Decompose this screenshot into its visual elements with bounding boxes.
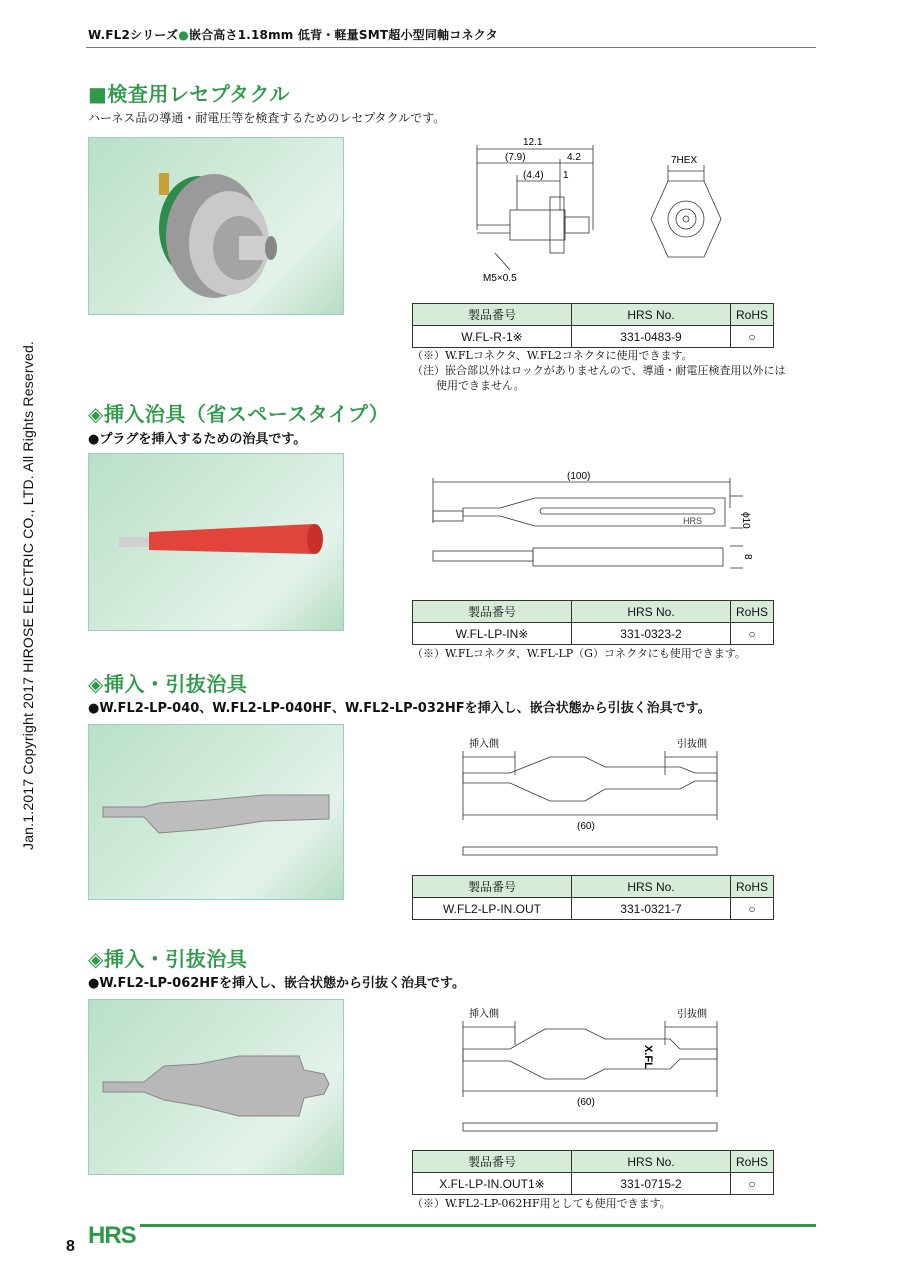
section-title-insert-extract-tool-062: ◈挿入・引抜治具 (88, 947, 248, 971)
label-extract-side: 引抜側 (677, 739, 707, 750)
spec-table-insert-extract-tool (412, 875, 774, 920)
dim-width: 8 (742, 554, 753, 560)
receptacle-photo (88, 137, 344, 315)
footer-divider (140, 1224, 816, 1227)
insert-extract-tool-drawing (455, 735, 735, 865)
insert-extract-tool-illustration (89, 725, 343, 899)
col-part: 製品番号 (413, 601, 572, 623)
notes-insert-tool (412, 646, 746, 661)
part-number: W.FL-R-1※ (413, 326, 572, 348)
note-line: 使用できません。 (436, 379, 525, 392)
part-number: W.FL-LP-IN※ (413, 623, 572, 645)
note-line: （※）W.FLコネクタ、W.FL2コネクタに使用できます。 (412, 349, 693, 362)
col-hrs: HRS No. (572, 1151, 731, 1173)
dim-thread: M5×0.5 (483, 273, 517, 284)
insert-extract-tool-062-drawing (455, 1005, 735, 1140)
col-part: 製品番号 (413, 1151, 572, 1173)
receptacle-drawing (455, 135, 800, 290)
section-desc-insert-extract-tool-062: ●W.FL2-LP-062HFを挿入し、嵌合状態から引抜く治具です。 (88, 976, 466, 991)
label-insert-side: 挿入側 (469, 1009, 499, 1020)
hrs-logo: HRS (88, 1222, 136, 1249)
col-hrs: HRS No. (572, 304, 731, 326)
rohs-mark: ○ (731, 326, 774, 348)
rohs-mark: ○ (731, 1173, 774, 1195)
header-bullet: ● (178, 28, 189, 42)
hrs-number: 331-0715-2 (572, 1173, 731, 1195)
hrs-number: 331-0323-2 (572, 623, 731, 645)
copyright-vertical: Jan.1.2017 Copyright 2017 HIROSE ELECTRIC CO., LTD. All Rights Reserved. (20, 340, 36, 850)
section-desc-insert-tool: ●プラグを挿入するための治具です。 (88, 432, 307, 447)
label-extract-side: 引抜側 (677, 1009, 707, 1020)
insert-extract-tool-photo (88, 724, 344, 900)
dim-hex: 7HEX (671, 155, 698, 166)
receptacle-illustration (89, 138, 343, 314)
dim-length: (60) (577, 1097, 595, 1108)
dim-length: (60) (577, 821, 595, 832)
rohs-mark: ○ (731, 623, 774, 645)
label-insert-side: 挿入側 (469, 739, 499, 750)
spec-table-receptacle (412, 303, 774, 348)
xfl-engraving: X.FL (642, 1045, 654, 1069)
hrs-engraving: HRS (683, 516, 703, 526)
section-title-receptacle: ■検査用レセプタクル (88, 82, 290, 106)
page-number: 8 (66, 1238, 75, 1255)
notes-insert-extract-tool-062 (412, 1196, 671, 1211)
dim-diameter: ϕ10 (740, 512, 751, 529)
header-divider (86, 47, 816, 48)
series-name: W.FL2シリーズ (88, 28, 179, 42)
hrs-number: 331-0483-9 (572, 326, 731, 348)
part-number: W.FL2-LP-IN.OUT (413, 898, 572, 920)
col-rohs: RoHS (731, 304, 774, 326)
col-hrs: HRS No. (572, 876, 731, 898)
part-number: X.FL-LP-IN.OUT1※ (413, 1173, 572, 1195)
section-title-insert-tool: ◈挿入治具（省スペースタイプ） (88, 402, 390, 426)
note-line: （注）嵌合部以外はロックがありませんので、導通・耐電圧検査用以外には (412, 364, 786, 377)
section-title-insert-extract-tool: ◈挿入・引抜治具 (88, 672, 248, 696)
dim-flange: (4.4) (523, 170, 544, 181)
col-rohs: RoHS (731, 601, 774, 623)
col-part: 製品番号 (413, 304, 572, 326)
insert-tool-drawing (425, 468, 765, 578)
note-line: （※）W.FL2-LP-062HF用としても使用できます。 (412, 1197, 671, 1210)
notes-receptacle (412, 348, 786, 393)
dim-thickness: 1 (563, 170, 569, 181)
dim-body: (7.9) (505, 152, 526, 163)
insert-tool-illustration (89, 454, 343, 630)
rohs-mark: ○ (731, 898, 774, 920)
running-header (88, 26, 498, 43)
hrs-number: 331-0321-7 (572, 898, 731, 920)
dim-length: (100) (567, 471, 591, 482)
col-part: 製品番号 (413, 876, 572, 898)
section-desc-receptacle: ハーネス品の導通・耐電圧等を検査するためのレセプタクルです。 (88, 111, 446, 125)
note-line: （※）W.FLコネクタ、W.FL-LP（G）コネクタにも使用できます。 (412, 647, 746, 660)
col-rohs: RoHS (731, 876, 774, 898)
header-title: 嵌合高さ1.18mm 低背・軽量SMT超小型同軸コネクタ (188, 28, 498, 42)
spec-table-insert-extract-tool-062 (412, 1150, 774, 1195)
dim-total-length: 12.1 (523, 137, 543, 148)
col-rohs: RoHS (731, 1151, 774, 1173)
insert-tool-photo (88, 453, 344, 631)
insert-extract-tool-062-illustration (89, 1000, 343, 1174)
section-desc-insert-extract-tool: ●W.FL2-LP-040、W.FL2-LP-040HF、W.FL2-LP-032HFを挿入し、嵌合状態から引抜く治具です。 (88, 701, 711, 716)
spec-table-insert-tool (412, 600, 774, 645)
dim-tip: 4.2 (567, 152, 581, 163)
insert-extract-tool-062-photo (88, 999, 344, 1175)
col-hrs: HRS No. (572, 601, 731, 623)
